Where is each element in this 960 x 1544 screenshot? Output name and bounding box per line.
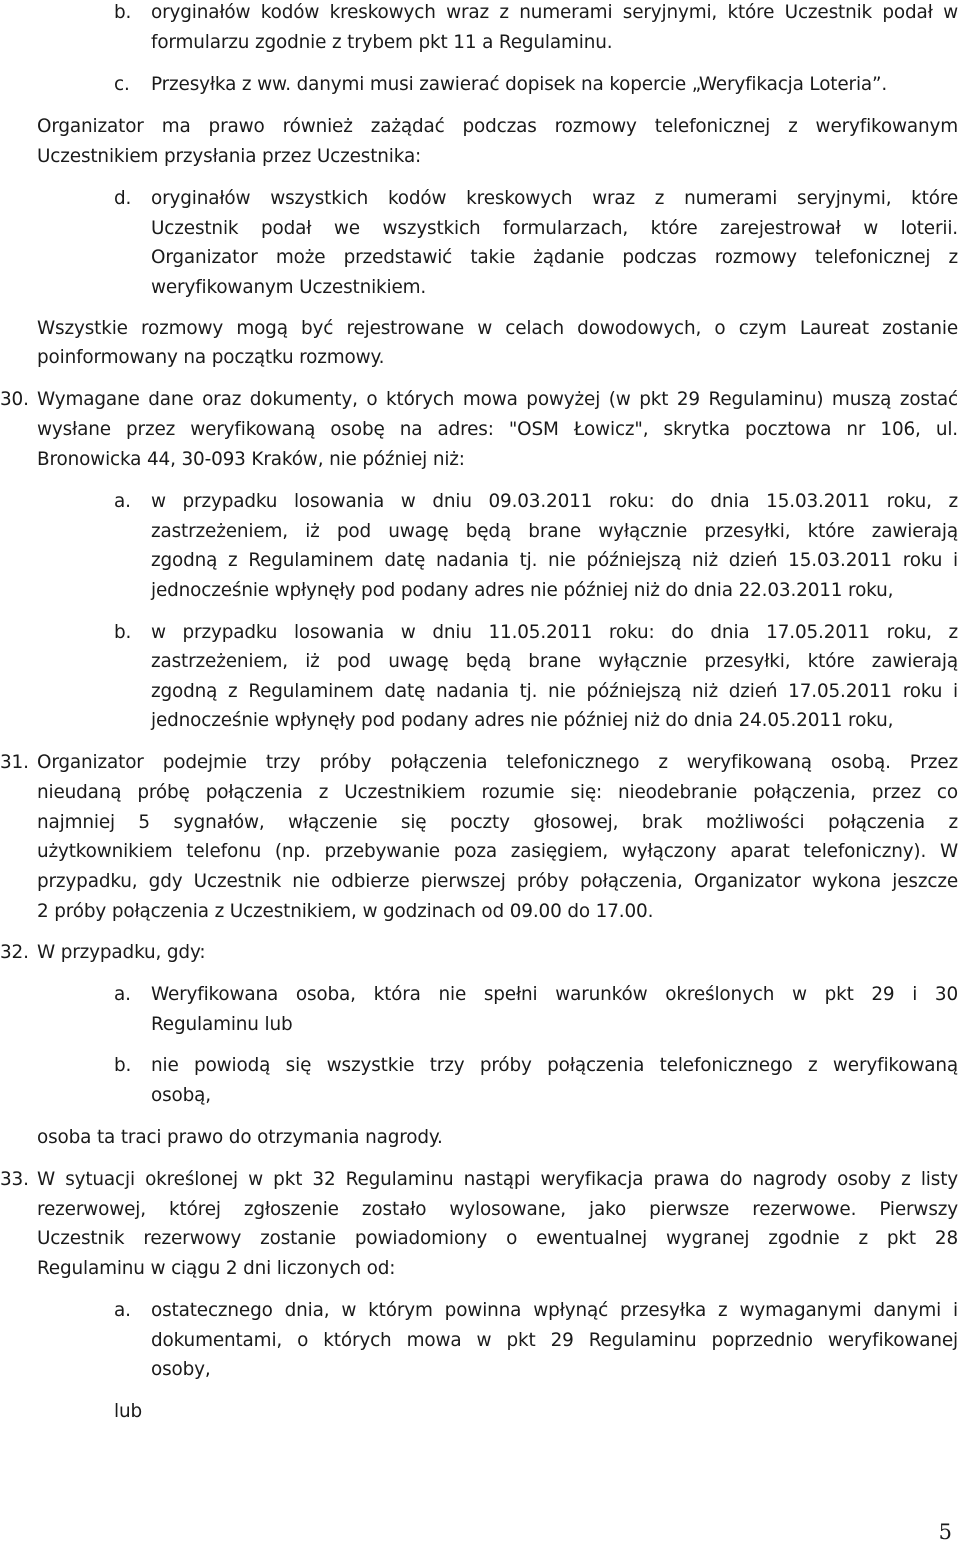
list-marker: b. xyxy=(114,1055,132,1076)
list-marker: 30. xyxy=(0,389,29,410)
text-line: nieudaną próbę połączenia z Uczestnikiem rozumie się: nieodebranie połączenia, przez co xyxy=(37,782,958,803)
text-line: ostatecznego dnia, w którym powinna wpłynąć przesyłka z wymaganymi danymi i xyxy=(151,1300,958,1321)
text-line: w przypadku losowania w dniu 09.03.2011 roku: do dnia 15.03.2011 roku, z xyxy=(151,491,958,512)
text-line: zastrzeżeniem, iż pod uwagę będą brane wyłącznie przesyłki, które zawierają xyxy=(151,521,958,542)
list-marker: d. xyxy=(114,188,132,209)
text-line: dokumentami, o których mowa w pkt 29 Regulaminu poprzednio weryfikowanej xyxy=(151,1330,958,1351)
text-line: Uczestnik rezerwowy zostanie powiadomiony o ewentualnej wygranej zgodnie z pkt 28 xyxy=(37,1228,958,1249)
text-line: osoby, xyxy=(151,1359,211,1380)
list-marker: b. xyxy=(114,2,132,23)
list-marker: a. xyxy=(114,1300,131,1321)
text-line: Wymagane dane oraz dokumenty, o których mowa powyżej (w pkt 29 Regulaminu) muszą zostać xyxy=(37,389,958,410)
list-marker: c. xyxy=(114,74,130,95)
text-line: Wszystkie rozmowy mogą być rejestrowane w celach dowodowych, o czym Laureat zostanie xyxy=(37,318,958,339)
text-line: Uczestnik podał we wszystkich formularzach, które zarejestrował w loterii. xyxy=(151,218,958,239)
text-line: Organizator podejmie trzy próby połączenia telefonicznego z weryfikowaną osobą. Przez xyxy=(37,752,958,773)
list-marker: b. xyxy=(114,622,132,643)
text-line: Uczestnikiem przysłania przez Uczestnika: xyxy=(37,146,422,167)
text-line: Regulaminu lub xyxy=(151,1014,293,1035)
text-line: W przypadku, gdy: xyxy=(37,942,206,963)
list-marker: 32. xyxy=(0,942,29,963)
text-line: 2 próby połączenia z Uczestnikiem, w godzinach od 09.00 do 17.00. xyxy=(37,901,654,922)
text-line: użytkownikiem telefonu (np. przebywanie poza zasięgiem, wyłączony aparat telefoniczny). W xyxy=(37,841,958,862)
text-line: jednocześnie wpłynęły pod podany adres nie później niż do dnia 22.03.2011 roku, xyxy=(151,580,894,601)
page-number: 5 xyxy=(938,1520,952,1544)
text-line: weryfikowanym Uczestnikiem. xyxy=(151,277,427,298)
connector-word: lub xyxy=(114,1401,142,1422)
text-line: formularzu zgodnie z trybem pkt 11 a Regulaminu. xyxy=(151,32,613,53)
text-line: jednocześnie wpłynęły pod podany adres nie później niż do dnia 24.05.2011 roku, xyxy=(151,710,894,731)
text-line: Regulaminu w ciągu 2 dni liczonych od: xyxy=(37,1258,396,1279)
text-line: rezerwowej, której zgłoszenie zostało wylosowane, jako pierwsze rezerwowe. Pierwszy xyxy=(37,1199,958,1220)
text-line: Organizator ma prawo również zażądać podczas rozmowy telefonicznej z weryfikowanym xyxy=(37,116,958,137)
text-line: zastrzeżeniem, iż pod uwagę będą brane wyłącznie przesyłki, które zawierają xyxy=(151,651,958,672)
list-marker: a. xyxy=(114,984,131,1005)
text-line: najmniej 5 sygnałów, włączenie się poczty głosowej, brak możliwości połączenia z xyxy=(37,812,958,833)
list-marker: 31. xyxy=(0,752,29,773)
list-marker: 33. xyxy=(0,1169,29,1190)
text-line: zgodną z Regulaminem datę nadania tj. nie późniejszą niż dzień 17.05.2011 roku i xyxy=(151,681,958,702)
text-line: W sytuacji określonej w pkt 32 Regulaminu nastąpi weryfikacja prawa do nagrody osoby z listy xyxy=(37,1169,958,1190)
text-line: oryginałów wszystkich kodów kreskowych wraz z numerami seryjnymi, które xyxy=(151,188,958,209)
text-line: przypadku, gdy Uczestnik nie odbierze pierwszej próby połączenia, Organizator wykona jeszcze xyxy=(37,871,958,892)
text-line: oryginałów kodów kreskowych wraz z numerami seryjnymi, które Uczestnik podał w xyxy=(151,2,958,23)
text-line: Przesyłka z ww. danymi musi zawierać dopisek na kopercie „Weryfikacja Loteria”. xyxy=(151,74,888,95)
list-marker: a. xyxy=(114,491,131,512)
text-line: Bronowicka 44, 30-093 Kraków, nie później niż: xyxy=(37,449,465,470)
text-line: wysłane przez weryfikowaną osobę na adres: "OSM Łowicz", skrytka pocztowa nr 106, ul. xyxy=(37,419,958,440)
text-line: zgodną z Regulaminem datę nadania tj. nie późniejszą niż dzień 15.03.2011 roku i xyxy=(151,550,958,571)
text-line: Weryfikowana osoba, która nie spełni warunków określonych w pkt 29 i 30 xyxy=(151,984,958,1005)
text-line: nie powiodą się wszystkie trzy próby połączenia telefonicznego z weryfikowaną xyxy=(151,1055,958,1076)
text-line: poinformowany na początku rozmowy. xyxy=(37,347,385,368)
text-line: osoba ta traci prawo do otrzymania nagrody. xyxy=(37,1127,443,1148)
text-line: w przypadku losowania w dniu 11.05.2011 roku: do dnia 17.05.2011 roku, z xyxy=(151,622,958,643)
text-line: Organizator może przedstawić takie żądanie podczas rozmowy telefonicznej z xyxy=(151,247,958,268)
text-line: osobą, xyxy=(151,1085,211,1106)
